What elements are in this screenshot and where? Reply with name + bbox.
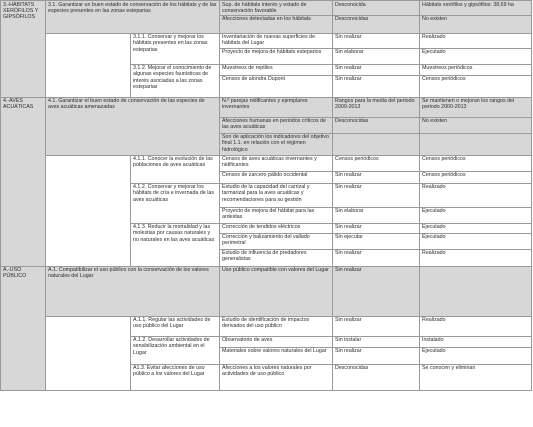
objective-cell: 3.1. Garantizar un buen estado de conservación de los hábitats y de las especies presentes en las zonas esteparias <box>46 1 220 34</box>
indicator-cell: N.º parejas nidificantes y ejemplares invernantes <box>220 97 333 117</box>
indicator-cell: Estudio de influencia de predadores generalistas <box>220 249 333 266</box>
indicator-cell: Sup. de hábitats interés y estado de conservación favorable <box>220 1 333 16</box>
section-label: A.-USO PÚBLICO <box>1 266 46 390</box>
sub-objective-cell: 4.1.2. Conservar y mejorar los hábitats de cría e invernada de las aves acuáticas <box>131 183 220 223</box>
criterion-cell: Muestreos periódicos <box>420 64 532 75</box>
state-cell: Sin realizar <box>333 33 420 48</box>
criterion-cell: Se mantienen o mejoran los rangos del periodo 2000-2013 <box>420 97 532 117</box>
state-cell: Sin ejecutar <box>333 233 420 249</box>
state-cell: Sin realizar <box>333 171 420 183</box>
criterion-cell <box>420 133 532 155</box>
criterion-cell: No existen <box>420 117 532 133</box>
state-cell: Sin elaborar <box>333 207 420 223</box>
state-cell: Sin realizar <box>333 223 420 233</box>
indicator-cell: Estudio de identificación de impactos derivados del uso público <box>220 316 333 336</box>
criterion-cell: Censos periódicos <box>420 171 532 183</box>
criterion-cell: Censos periódicos <box>420 155 532 171</box>
state-cell: Sin realizar <box>333 347 420 364</box>
criterion-cell: Ejecutado <box>420 223 532 233</box>
indicator-cell: Materiales sobre valores naturales del Lugar <box>220 347 333 364</box>
state-cell: Rangos para la media del periodo 2000-2013 <box>333 97 420 117</box>
empty-cell <box>46 33 131 97</box>
state-cell: Censos periódicos <box>333 155 420 171</box>
criterion-cell: Realizado <box>420 183 532 207</box>
state-cell: Sin realizar <box>333 249 420 266</box>
sub-objective-cell: 4.1.1. Conocer la evolución de las poblaciones de aves acuáticas <box>131 155 220 183</box>
state-cell: Desconocidas <box>333 364 420 390</box>
state-cell: Sin realizar <box>333 75 420 97</box>
criterion-cell: Ejecutado <box>420 207 532 223</box>
state-cell: Desconocida <box>333 1 420 16</box>
indicator-cell: Estudio de la capacidad del carrizal y tarmarizal para la aves acuáticas y recomendaciones para su gestión <box>220 183 333 207</box>
criterion-cell: Realizado <box>420 249 532 266</box>
criterion-cell: Instalado <box>420 336 532 347</box>
criterion-cell: Hábitats xerófilos y gipsófilos: 38,69 ha <box>420 1 532 16</box>
criterion-cell: Realizado <box>420 33 532 48</box>
sub-objective-cell: 3.1.2. Mejorar el conocimiento de algunas especies faunísticas de interés asociadas a las zonas esteparias <box>131 64 220 97</box>
criterion-cell: Ejecutado <box>420 48 532 64</box>
sub-objective-cell: 4.1.3. Reducir la mortalidad y las molestias por causas naturales y no naturales en las aves acuáticas <box>131 223 220 266</box>
criterion-cell: Censos periódicos <box>420 75 532 97</box>
indicator-cell: Censos de alondra Dupont <box>220 75 333 97</box>
state-cell: Sin realizar <box>333 183 420 207</box>
indicator-cell: Muestreos de reptiles <box>220 64 333 75</box>
state-cell: Sin realizar <box>333 316 420 336</box>
objective-cell: A.1. Compatibilizar el uso público con la conservación de los valores naturales del Lugar <box>46 266 220 316</box>
section-label: 3.-HÁBITATS XERÓFILOS Y GIPSÓFILOS <box>1 1 46 98</box>
state-cell: Desconocidas <box>333 15 420 33</box>
state-cell: Desconocidas <box>333 117 420 133</box>
criterion-cell: No existen <box>420 15 532 33</box>
indicator-cell: Inventariación de nuevas superficies de hábitats del Lugar <box>220 33 333 48</box>
indicator-cell: Censos de aves acuáticas invernantes y nidificantes <box>220 155 333 171</box>
state-cell: Sin realizar <box>333 64 420 75</box>
indicator-cell: Corrección y balizamiento del vallado perimetral <box>220 233 333 249</box>
criterion-cell: Se conocen y eliminan <box>420 364 532 390</box>
indicator-cell: Afecciones detectadas en los hábitats <box>220 15 333 33</box>
indicator-cell: Son de aplicación los indicadores del objetivo final 1.1. en relación con el régimen hidrológico <box>220 133 333 155</box>
state-cell: Sin elaborar <box>333 48 420 64</box>
empty-cell <box>46 155 131 266</box>
indicator-cell: Observatorio de aves <box>220 336 333 347</box>
indicator-cell: Censos de zarcero pálido occidental <box>220 171 333 183</box>
criterion-cell: Realizado <box>420 316 532 336</box>
state-cell: Sin realizar <box>333 266 420 316</box>
sub-objective-cell: A.1.1. Regular las actividades de uso público del Lugar <box>131 316 220 336</box>
indicator-cell: Proyecto de mejora de hábitats esteparios <box>220 48 333 64</box>
sub-objective-cell: A.1.2. Desarrollar actividades de sensibilización ambiental en el Lugar <box>131 336 220 364</box>
criterion-cell <box>420 266 532 316</box>
criterion-cell: Ejecutado <box>420 347 532 364</box>
state-cell <box>333 133 420 155</box>
criterion-cell: Ejecutado <box>420 233 532 249</box>
indicator-cell: Afecciones a los valores naturales por actividades de uso público <box>220 364 333 390</box>
state-cell: Sin instalar <box>333 336 420 347</box>
indicator-cell: Uso público compatible con valores del Lugar <box>220 266 333 316</box>
section-label: 4.-AVES ACUÁTICAS <box>1 97 46 266</box>
indicator-cell: Proyecto de mejora del hábitat para las ardeidas <box>220 207 333 223</box>
empty-cell <box>46 316 131 390</box>
objective-cell: 4.1. Garantizar el buen estado de conservación de las especies de aves acuáticas amenazadas <box>46 97 220 155</box>
indicator-cell: Afecciones humanas en periodos críticos de las aves acuáticas <box>220 117 333 133</box>
sub-objective-cell: 3.1.1. Conservar y mejorar los hábitats presentes en las zonas esteparias <box>131 33 220 64</box>
indicator-cell: Corrección de tendidos eléctricos <box>220 223 333 233</box>
sub-objective-cell: A1.3. Evitar afecciones de uso público a los valores del Lugar <box>131 364 220 390</box>
